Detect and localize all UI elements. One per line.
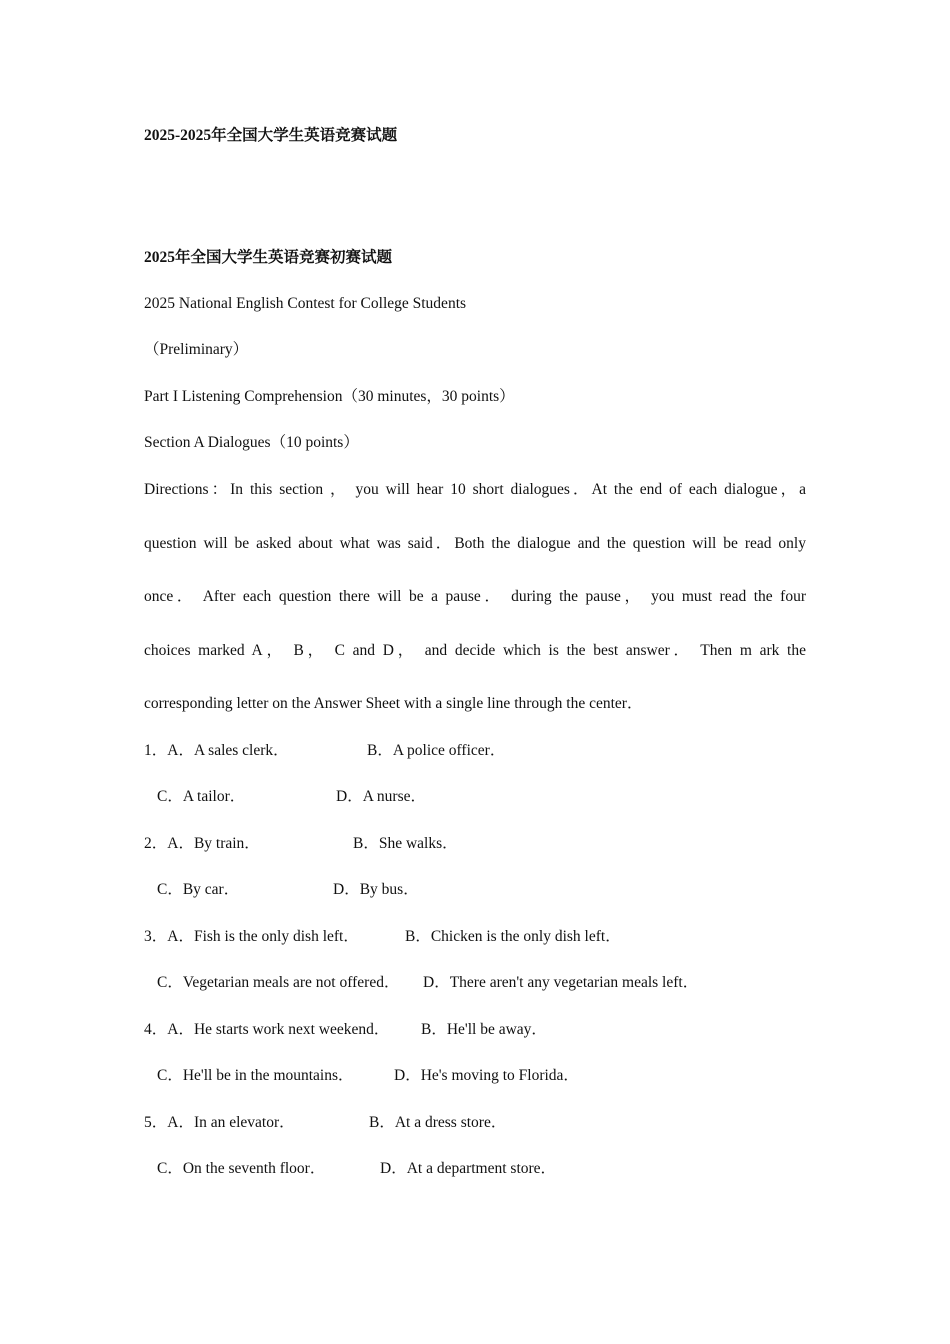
question-5-option-d: D．At a department store． bbox=[380, 1160, 557, 1177]
question-1-option-b: B．A police officer． bbox=[367, 742, 506, 759]
directions-line: choices marked A， B， C and D， and decide which is the best answer． Then m ark the bbox=[144, 642, 806, 659]
question-4-option-b: B．He'll be away． bbox=[421, 1021, 547, 1038]
question-1-option-d: D．A nurse． bbox=[336, 788, 426, 805]
question-2-option-b: B．She walks． bbox=[353, 835, 458, 852]
question-2-option-d: D．By bus． bbox=[333, 881, 419, 898]
question-5-option-c: C．On the seventh floor． bbox=[157, 1160, 326, 1177]
question-2-option-a: 2．A．By train． bbox=[144, 835, 260, 852]
doc-subtitle: 2025年全国大学生英语竞赛初赛试题 bbox=[144, 249, 393, 266]
question-3-option-a: 3．A．Fish is the only dish left． bbox=[144, 928, 359, 945]
doc-title: 2025-2025年全国大学生英语竞赛试题 bbox=[144, 127, 398, 144]
directions-line: question will be asked about what was said．Both the dialogue and the question will be read only bbox=[144, 535, 806, 552]
question-3-option-b: B．Chicken is the only dish left． bbox=[405, 928, 621, 945]
question-2-option-c: C．By car． bbox=[157, 881, 240, 898]
question-5-option-b: B．At a dress store． bbox=[369, 1114, 507, 1131]
question-3-option-c: C．Vegetarian meals are not offered． bbox=[157, 974, 400, 991]
question-4-option-c: C．He'll be in the mountains． bbox=[157, 1067, 354, 1084]
question-4-option-a: 4．A．He starts work next weekend． bbox=[144, 1021, 390, 1038]
question-4-option-d: D．He's moving to Florida． bbox=[394, 1067, 579, 1084]
level-label: （Preliminary） bbox=[144, 341, 249, 358]
question-1-option-a: 1．A．A sales clerk． bbox=[144, 742, 289, 759]
question-5-option-a: 5．A．In an elevator． bbox=[144, 1114, 295, 1131]
english-title: 2025 National English Contest for College Students bbox=[144, 295, 467, 312]
section-heading: Section A Dialogues（10 points） bbox=[144, 434, 359, 451]
directions-line: Directions：In this section ， you will hear 10 short dialogues．At the end of each dialogue，a bbox=[144, 481, 806, 498]
question-1-option-c: C．A tailor． bbox=[157, 788, 246, 805]
directions-line: corresponding letter on the Answer Sheet with a single line through the center． bbox=[144, 695, 643, 712]
directions-line: once． After each question there will be a pause． during the pause， you must read the four bbox=[144, 588, 806, 605]
question-3-option-d: D．There aren't any vegetarian meals left． bbox=[423, 974, 699, 991]
part-heading: Part I Listening Comprehension（30 minutes，30 points） bbox=[144, 388, 515, 405]
